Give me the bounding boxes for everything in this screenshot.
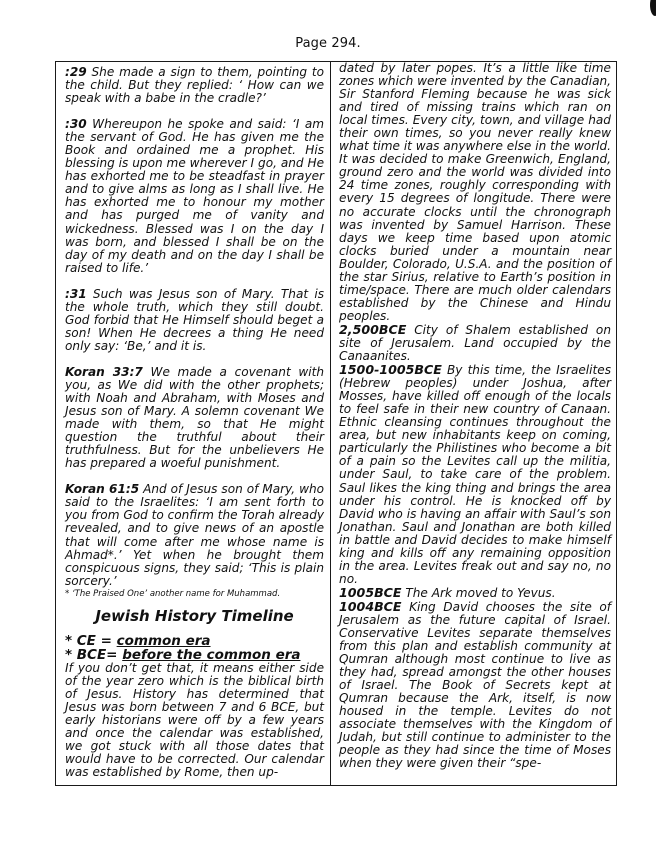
- definition-meaning: before the common era: [122, 646, 301, 663]
- right-column: [331, 62, 616, 785]
- section-title: Jewish History Timeline: [95, 606, 294, 625]
- verse-ref: Koran 33:7: [65, 364, 143, 379]
- continuation-paragraph: dated by later popes. It’s a little like time zones which were invented by the Canadian, Sir Stanford Fleming because he was sick and tired of missing trains which ran on local times. Every city, town, and village had their own times, so you never really knew what time it was anywhere else in the world. It was decided to make Greenwich, England, ground zero and the world was divided into 24 time zones, roughly corresponding with every 15 degrees of longitude. There were no accurate clocks until the chronograph was invented by Samuel Harrison. These days we keep time based upon atomic clocks buried under a mountain near Boulder, Colorado, U.S.A. and the position of the star Sirius, relative to Earth’s position in time/space. There are much older calendars established by the Chinese and Hindu peoples.: [339, 62, 611, 323]
- timeline-text: By this time, the Israelites (Hebrew peoples) under Joshua, after Mosses, have killed off enough of the locals to feel safe in their new country of Canaan. Ethnic cleansing continues throughout the area, but new inhabitants keep on coming, particularly the Philistines who become a bit of a pain so the Levites call up the militia, under Saul, to take care of the problem. Saul likes the king thing and brings the area under his control. He is knocked off by David who is having an affair with Saul’s son Jonathan. Saul and Jonathan are both killed in battle and David decides to make himself king and kills off any remaining opposition in the area. Levites freak out and say no, no no.: [339, 363, 611, 586]
- koran-61-5: [65, 483, 324, 587]
- timeline-date: 1500-1005BCE: [339, 362, 442, 378]
- definition-meaning: common era: [116, 632, 211, 649]
- verse-31: [65, 288, 324, 353]
- intro-paragraph: If you don’t get that, it means either side of the year zero which is the biblical birth of Jesus. History has determined that Jesus was born between 7 and 6 BCE, but early historians were off by a few years and once the calendar was established, we got stuck with all those dates that would have to be corrected. Our calendar was established by Rome, then up-: [65, 660, 325, 780]
- two-column-frame: [55, 61, 617, 786]
- definition-ce: [65, 634, 324, 648]
- verse-text: We made a covenant with you, as We did with the other prophets; with Noah and Abraham, with Moses and Jesus son of Mary. A solemn covenant We made with them, so that He might question the truthful about their truthfulness. But for the unbelievers He has prepared a woeful punishment.: [65, 364, 325, 471]
- timeline-text: King David chooses the site of Jerusalem as the future capital of Israel. Conservative Levites separate themselves from this plan and establish community at Qumran although most continue to live as they had, spread amongst the other houses of Israel. The Book of Secrets kept at Qumran because the Ark, itself, is now housed in the temple. Levites do not associate themselves with the Kingdom of Judah, but still continue to administer to the people as they had since the time of Moses when they were given their “spe-: [339, 599, 611, 771]
- verse-text: Such was Jesus son of Mary. That is the whole truth, which they still doubt. God forbid that He Himself should beget a son! When He decrees a thing He need only say: ‘Be,’ and it is.: [65, 286, 325, 353]
- verse-ref: :30: [65, 117, 87, 132]
- timeline-entry: [339, 600, 611, 771]
- verse-text: Whereupon he spoke and said: ‘I am the servant of God. He has given me the Book and ordained me a prophet. His blessing is upon me wherever I go, and He has exhorted me to be steadfast in prayer and to give alms as long as I shall live. He has exhorted me to honour my mother and has purged me of vanity and wickedness. Blessed was I on the day I was born, and blessed I shall be on the day of my death and on the day I shall be raised to life.’: [65, 117, 325, 275]
- verse-ref: Koran 61:5: [65, 482, 140, 497]
- scan-mark: [650, 0, 656, 16]
- footnote: * ‘The Praised One’ another name for Muhammad.: [65, 588, 281, 599]
- koran-33-7: [65, 366, 324, 470]
- page-number: Page 294.: [295, 36, 361, 51]
- definition-term: * BCE=: [65, 646, 123, 663]
- timeline-text: City of Shalem established on site of Jerusalem. Land occupied by the Canaanites.: [339, 322, 611, 364]
- verse-ref: :29: [65, 65, 87, 79]
- timeline-date: 2,500BCE: [339, 321, 407, 337]
- verse-30: [65, 118, 324, 275]
- timeline-date: 1004BCE: [339, 598, 402, 614]
- definition-term: * CE =: [65, 632, 117, 649]
- verse-text: And of Jesus son of Mary, who said to the Israelites: ‘I am sent forth to you from God to confirm the Torah already revealed, and to give news of an apostle that will come after me whose name is Ahmad*.’ Yet when he brought them conspicuous signs, they said; ‘This is plain sorcery.’: [65, 482, 325, 588]
- verse-text: She made a sign to them, pointing to the child. But they replied: ‘ How can we speak with a babe in the cradle?’: [65, 65, 325, 106]
- left-column: [56, 62, 331, 785]
- timeline-entry: [339, 363, 611, 586]
- timeline-entry: [339, 586, 611, 600]
- verse-ref: :31: [65, 286, 87, 301]
- timeline-entry: [339, 323, 611, 363]
- verse-29: [65, 66, 324, 105]
- timeline-date: 1005BCE: [339, 584, 402, 600]
- definition-bce: [65, 648, 324, 662]
- timeline-text: The Ark moved to Yevus.: [401, 585, 556, 600]
